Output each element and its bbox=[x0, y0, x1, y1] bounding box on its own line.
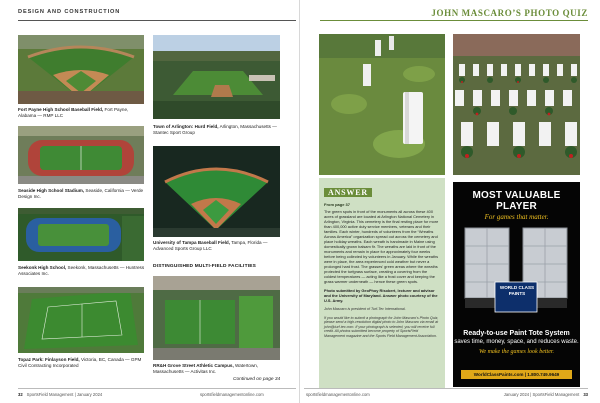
page-number: 33 bbox=[583, 392, 588, 397]
ad-subhead: For games that matter. bbox=[484, 213, 549, 221]
ad-contact[interactable]: WorldClassPaints.com | 1.800.749.9649 bbox=[461, 370, 572, 379]
answer-text: The green spots in front of the monuments all across these 400 acres of grassland are located at Arlington National Cemetery in Arlington, Virginia. This cemetery is the final resting place for more than 400,000 active duty service members, veterans and their families. Each winter, hundreds of volunteers from the “Wreaths Across America” organization spread out across the cemetery and place holiday wreaths. Each wreath is handmade in Maine using domestically grown balsam fir. The wreaths are laid in front of the monuments and remain in place for approximately four weeks before being collected by volunteers in January. While the wreaths were in place, the area experienced cold weather but never a prolonged hard frost. The grasses’ green areas where the wreaths protected the turfgrass surface, creating a covering from the coldest temperatures — acting like a frost cover and keeping the grass warmer underneath — hence these green spots. bbox=[324, 209, 439, 284]
quiz-rule bbox=[320, 20, 588, 21]
caption-seaside bbox=[18, 188, 146, 200]
ad-paint-totes-image bbox=[461, 222, 572, 326]
answer-heading: ANSWER bbox=[324, 188, 372, 197]
answer-credit: Photo submitted by GeoPhoy Risobert, lecturer and advisor and the University of Maryland. Answer photo courtesy of the U.S. Army. bbox=[324, 288, 438, 303]
caption-title: Topaz Park: Finlayson Field, bbox=[18, 357, 80, 362]
caption-rest: Arlington, Massachusetts — Stantec Sport Group bbox=[153, 124, 277, 135]
ad-headline: MOST VALUABLE PLAYER bbox=[472, 190, 561, 212]
caption-arlington bbox=[153, 124, 281, 136]
ad-tagline: We make the games look better. bbox=[478, 348, 555, 355]
photo-seekonk bbox=[18, 208, 144, 261]
caption-tampa bbox=[153, 240, 281, 252]
photo-topaz bbox=[18, 287, 144, 353]
footer-rule bbox=[304, 388, 588, 389]
answer-note-submit: If you would like to submit a photograph for John Mascaro’s Photo Quiz, please send a high-resolution digital photo to John Mascaro via email at john@turf-tec.com. If your photograph is selected, you will receive full credit. All photos submitted become property of SportsField Management magazine and the Sports Field Management Association. bbox=[324, 315, 439, 338]
caption-rest: Tampa, Florida — Advanced Sports Group LLC bbox=[153, 240, 268, 251]
photo-arlington bbox=[153, 35, 280, 119]
caption-rest: Seaside, California — Verde Design Inc. bbox=[18, 188, 144, 199]
quiz-title: JOHN MASCARO’S PHOTO QUIZ bbox=[431, 8, 588, 18]
ad-badge: WORLD CLASS PAINTS bbox=[499, 285, 535, 296]
section-title: DESIGN AND CONSTRUCTION bbox=[18, 9, 121, 15]
footer-magazine: SportsField Management | January 2024 bbox=[26, 392, 103, 397]
right-page bbox=[300, 0, 600, 403]
answer-box bbox=[319, 178, 445, 389]
advertisement[interactable] bbox=[453, 182, 580, 387]
caption-rest: Seekonk, Massachusetts — Huntress Associates Inc. bbox=[18, 265, 145, 276]
right-footer bbox=[504, 392, 588, 397]
caption-title: Seekonk High School, bbox=[18, 265, 67, 270]
top-rule bbox=[18, 20, 296, 21]
quiz-photo bbox=[319, 34, 445, 175]
answer-from-page: From page 37 bbox=[324, 202, 351, 207]
caption-rrh bbox=[153, 363, 281, 375]
section-heading: DISTINGUISHED MULTI-FIELD FACILITIES bbox=[153, 264, 257, 269]
caption-title: Fort Payne High School Baseball Field, bbox=[18, 107, 104, 112]
ad-body-text: saves time, money, space, and reduces waste. bbox=[454, 339, 579, 345]
caption-rest: Fort Payne, Alabama — RMP LLC bbox=[18, 107, 129, 118]
continued-note: Continued on page 34 bbox=[233, 377, 281, 382]
caption-title: RR&H Grove Street Athletic Campus, bbox=[153, 363, 234, 368]
caption-title: Town of Arlington: Hurd Field, bbox=[153, 124, 219, 129]
answer-photo bbox=[453, 34, 580, 175]
photo-seaside bbox=[18, 126, 144, 184]
caption-rest: Watertown, Massachusetts — Activitas Inc. bbox=[153, 363, 259, 374]
footer-magazine: January 2024 | SportsField Management bbox=[503, 392, 580, 397]
ad-body-title: Ready-to-use Paint Tote System bbox=[463, 330, 570, 337]
left-footer-url: sportsfieldmanagementonline.com bbox=[200, 392, 264, 397]
caption-title: Seaside High School Stadium, bbox=[18, 188, 85, 193]
answer-note-author: John Mascaro is president of Turf-Tec International. bbox=[324, 307, 406, 311]
photo-fort-payne bbox=[18, 35, 144, 104]
photo-rrh bbox=[153, 276, 280, 360]
right-footer-url: sportsfieldmanagementonline.com bbox=[306, 392, 370, 397]
caption-fort-payne bbox=[18, 107, 146, 119]
photo-tampa bbox=[153, 146, 280, 237]
page-number: 32 bbox=[18, 392, 23, 397]
left-footer bbox=[18, 392, 102, 397]
caption-seekonk bbox=[18, 265, 146, 277]
caption-rest: Victoria, BC, Canada — GPM Civil Contracting Incorporated bbox=[18, 357, 142, 368]
caption-topaz bbox=[18, 357, 146, 369]
footer-rule bbox=[18, 388, 296, 389]
caption-title: University of Tampa Baseball Field, bbox=[153, 240, 231, 245]
